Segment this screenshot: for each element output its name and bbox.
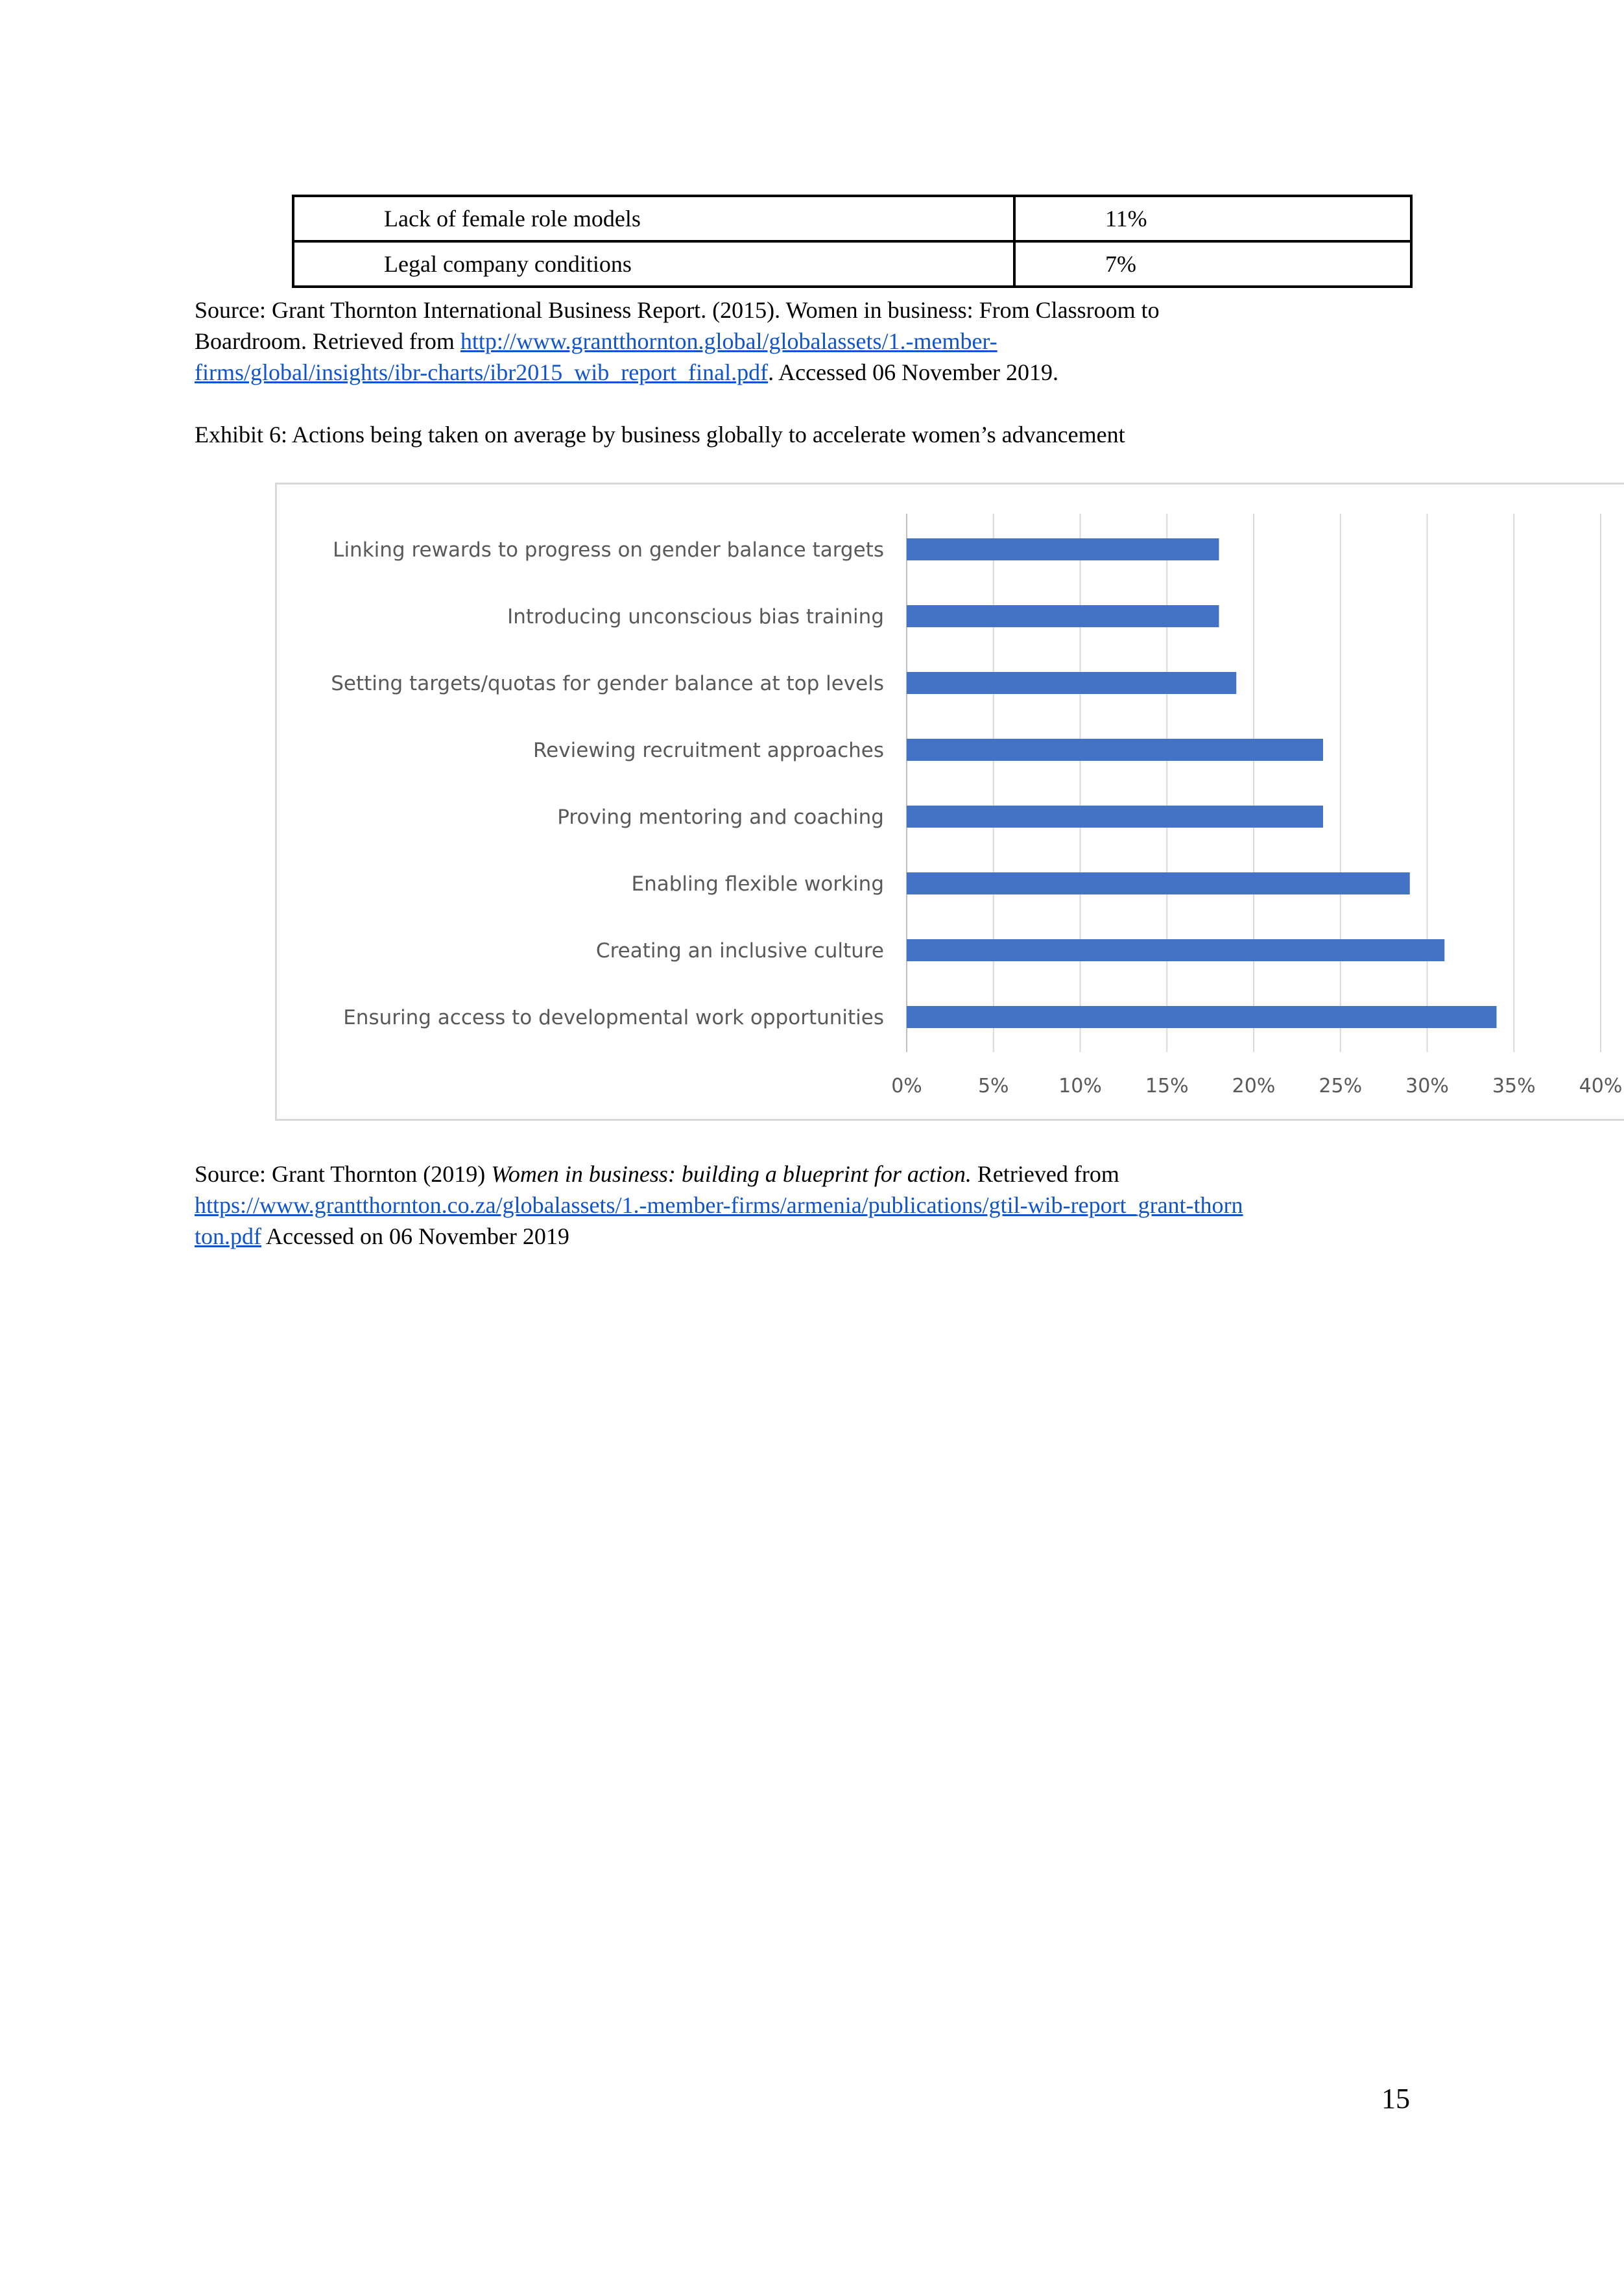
source-2-line-1: [195, 1158, 1119, 1190]
x-tick-label: 10%: [1058, 1075, 1102, 1097]
source-2-suffix: Retrieved from: [971, 1161, 1119, 1187]
source-1-accessed: . Accessed 06 November 2019.: [768, 359, 1059, 385]
source-1-link-part-2[interactable]: firms/global/insights/ibr-charts/ibr2015_wib_report_final.pdf: [195, 359, 769, 385]
source-2-link-part-2[interactable]: ton.pdf: [195, 1223, 261, 1249]
table-row: [293, 241, 1411, 287]
bar: [907, 739, 1323, 761]
source-1-text: Boardroom. Retrieved from: [195, 328, 460, 354]
category-label: Linking rewards to progress on gender balance targets: [333, 538, 884, 562]
table-row: [293, 196, 1411, 241]
table-cell-value: 7%: [1014, 241, 1411, 287]
category-label: Reviewing recruitment approaches: [533, 739, 884, 762]
table-cell-label: Lack of female role models: [293, 196, 1014, 241]
source-1-line-3: [195, 357, 1058, 388]
page-number: 15: [1381, 2083, 1410, 2114]
category-label: Ensuring access to developmental work opportunities: [343, 1006, 884, 1029]
x-tick-label: 35%: [1492, 1075, 1536, 1097]
source-2-line-2: [195, 1190, 1243, 1221]
source-1-link-part-1[interactable]: http://www.grantthornton.global/globalassets/1.-member-: [460, 328, 997, 354]
x-tick-label: 15%: [1145, 1075, 1189, 1097]
category-label: Setting targets/quotas for gender balance at top levels: [331, 672, 884, 695]
table-cell-label: Legal company conditions: [293, 241, 1014, 287]
source-2-line-3: [195, 1221, 569, 1252]
bar: [907, 605, 1219, 627]
barriers-table: [292, 195, 1413, 288]
x-tick-label: 40%: [1579, 1075, 1623, 1097]
bar: [907, 672, 1236, 694]
category-label: Proving mentoring and coaching: [557, 806, 884, 829]
x-tick-label: 5%: [977, 1075, 1009, 1097]
bar: [907, 939, 1444, 961]
exhibit-caption: Exhibit 6: Actions being taken on average by business globally to accelerate women’s advancement: [195, 422, 1125, 448]
x-tick-label: 20%: [1232, 1075, 1276, 1097]
source-1-line-1: Source: Grant Thornton International Business Report. (2015). Women in business: From Classroom to: [195, 297, 1160, 323]
bar-chart: [275, 483, 1623, 1121]
source-2-prefix: Source: Grant Thornton (2019): [195, 1161, 492, 1187]
x-tick-label: 30%: [1405, 1075, 1449, 1097]
x-tick-label: 25%: [1319, 1075, 1363, 1097]
category-label: Introducing unconscious bias training: [507, 605, 884, 629]
bar: [907, 806, 1323, 828]
source-1-line-2: [195, 326, 997, 357]
x-tick-label: 0%: [891, 1075, 922, 1097]
bar: [907, 538, 1219, 560]
table-cell-value: 11%: [1014, 196, 1411, 241]
category-label: Enabling flexible working: [631, 872, 884, 896]
source-2-link-part-1[interactable]: https://www.grantthornton.co.za/globalassets/1.-member-firms/armenia/publications/gtil-wib-report_grant-thorn: [195, 1192, 1243, 1218]
bar: [907, 1006, 1497, 1028]
category-label: Creating an inclusive culture: [595, 939, 884, 963]
source-2-title: Women in business: building a blueprint for action.: [491, 1161, 972, 1187]
bar: [907, 872, 1410, 894]
source-2-accessed: Accessed on 06 November 2019: [261, 1223, 569, 1249]
